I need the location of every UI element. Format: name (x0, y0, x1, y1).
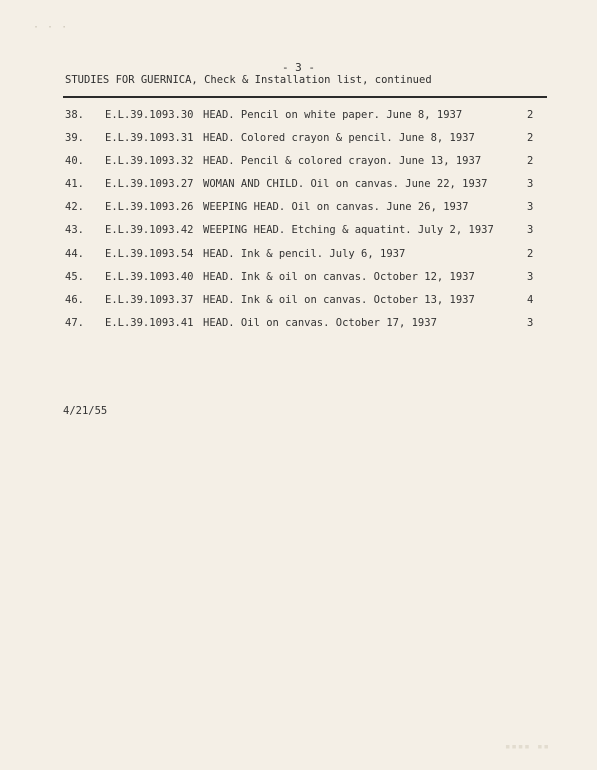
faint-archive-stamp: ▪▪▪▪ ▪▪ (505, 742, 550, 752)
list-item (0, 221, 597, 244)
accession-number: E.L.39.1093.40 (105, 270, 194, 283)
item-quantity: 3 (527, 316, 534, 329)
item-quantity: 2 (527, 155, 534, 168)
item-number: 42. (65, 201, 84, 214)
accession-number: E.L.39.1093.32 (105, 155, 194, 168)
accession-number: E.L.39.1093.37 (105, 293, 194, 306)
list-item (0, 314, 597, 337)
page-number: - 3 - (281, 61, 316, 74)
document-title: STUDIES FOR GUERNICA, Check & Installation list, continued (65, 74, 432, 86)
item-description: WEEPING HEAD. Oil on canvas. June 26, 1937 (203, 201, 469, 214)
item-quantity: 3 (527, 270, 534, 283)
accession-number: E.L.39.1093.27 (105, 178, 194, 191)
item-quantity: 3 (527, 178, 534, 191)
item-description: HEAD. Ink & pencil. July 6, 1937 (203, 247, 406, 260)
item-number: 41. (65, 178, 84, 191)
item-number: 40. (65, 155, 84, 168)
accession-number: E.L.39.1093.54 (105, 247, 194, 260)
list-item (0, 152, 597, 175)
item-description: HEAD. Ink & oil on canvas. October 12, 1937 (203, 270, 475, 283)
list-item (0, 175, 597, 198)
list-item (0, 291, 597, 314)
accession-number: E.L.39.1093.30 (105, 109, 194, 121)
item-quantity: 3 (527, 224, 534, 237)
list-item (0, 129, 597, 152)
item-description: HEAD. Colored crayon & pencil. June 8, 1937 (203, 132, 475, 145)
item-quantity: 4 (527, 293, 534, 306)
item-quantity: 3 (527, 201, 534, 214)
item-number: 44. (65, 247, 84, 260)
item-number: 45. (65, 270, 84, 283)
item-number: 46. (65, 293, 84, 306)
list-item (0, 198, 597, 221)
list-item (0, 106, 597, 129)
list-item (0, 245, 597, 268)
item-number: 43. (65, 224, 84, 237)
item-number: 38. (65, 109, 84, 121)
item-number: 39. (65, 132, 84, 145)
list-item (0, 268, 597, 291)
item-description: HEAD. Pencil & colored crayon. June 13, 1937 (203, 155, 482, 168)
document-date: 4/21/55 (63, 405, 108, 417)
accession-number: E.L.39.1093.31 (105, 132, 194, 145)
accession-number: E.L.39.1093.42 (105, 224, 194, 237)
item-description: WOMAN AND CHILD. Oil on canvas. June 22, 1937 (203, 178, 488, 191)
item-number: 47. (65, 316, 84, 329)
item-description: WEEPING HEAD. Etching & aquatint. July 2, 1937 (203, 224, 494, 237)
item-quantity: 2 (527, 109, 534, 121)
item-description: HEAD. Oil on canvas. October 17, 1937 (203, 316, 437, 329)
item-quantity: 2 (527, 132, 534, 145)
accession-number: E.L.39.1093.26 (105, 201, 194, 214)
header-rule (63, 96, 547, 98)
item-description: HEAD. Pencil on white paper. June 8, 1937 (203, 109, 463, 121)
corner-mark: · · · (33, 22, 69, 33)
item-description: HEAD. Ink & oil on canvas. October 13, 1937 (203, 293, 475, 306)
item-list (0, 106, 597, 337)
accession-number: E.L.39.1093.41 (105, 316, 194, 329)
item-quantity: 2 (527, 247, 534, 260)
